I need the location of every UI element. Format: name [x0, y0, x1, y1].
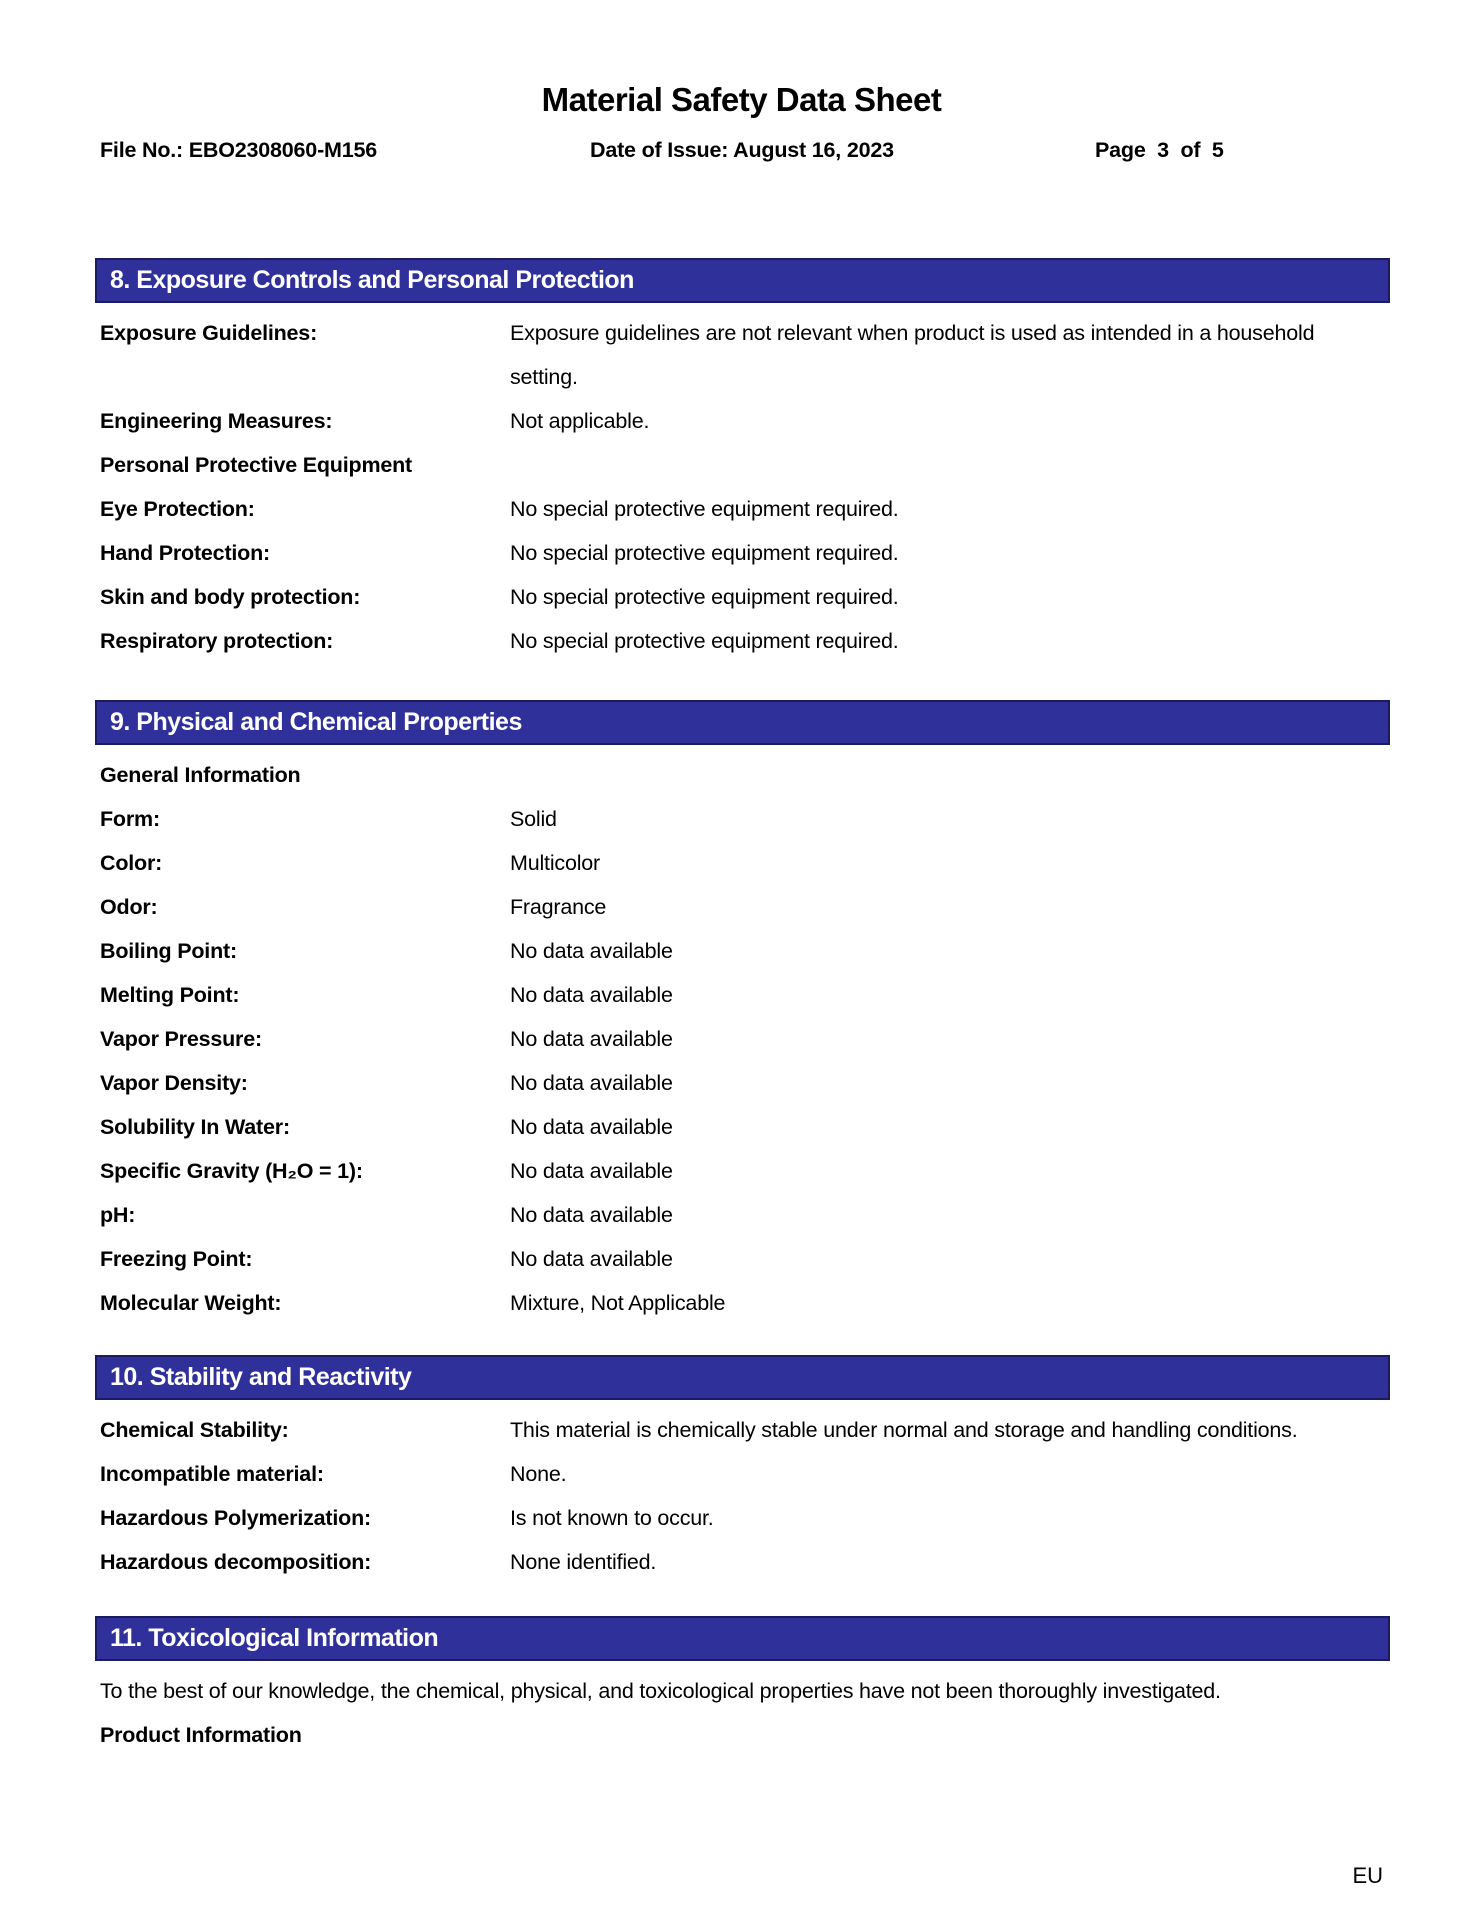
property-row — [95, 1061, 1390, 1105]
property-value: No data available — [510, 983, 673, 1007]
section-exposure-controls — [95, 258, 1390, 663]
section-10-heading-bar — [95, 1355, 1390, 1400]
property-row — [95, 929, 1390, 973]
property-value: No data available — [510, 1071, 673, 1095]
toxicology-statement: To the best of our knowledge, the chemical, physical, and toxicological properties have not been thoroughly investigated. — [100, 1679, 1221, 1703]
property-row — [95, 1452, 1390, 1496]
section-8-heading: 8. Exposure Controls and Personal Protection — [110, 266, 634, 294]
property-label: Boiling Point: — [100, 939, 237, 963]
section-physical-chemical-properties — [95, 700, 1390, 1325]
section-9-heading-bar — [95, 700, 1390, 745]
property-value: This material is chemically stable under normal and storage and handling conditions. — [510, 1418, 1298, 1442]
property-label: Odor: — [100, 895, 158, 919]
property-row — [95, 1281, 1390, 1325]
property-row — [95, 487, 1390, 531]
property-row — [95, 1149, 1390, 1193]
property-label: Molecular Weight: — [100, 1291, 282, 1315]
property-row — [95, 619, 1390, 663]
property-label: Skin and body protection: — [100, 585, 361, 609]
property-label: Melting Point: — [100, 983, 240, 1007]
property-label: Vapor Pressure: — [100, 1027, 262, 1051]
section-11-heading: 11. Toxicological Information — [110, 1624, 439, 1652]
property-row — [95, 1105, 1390, 1149]
property-label: Respiratory protection: — [100, 629, 334, 653]
property-value: Mixture, Not Applicable — [510, 1291, 726, 1315]
property-value: No special protective equipment required. — [510, 629, 899, 653]
section-11-heading-bar — [95, 1616, 1390, 1661]
property-value: Exposure guidelines are not relevant when product is used as intended in a household setting. — [510, 321, 1315, 389]
property-label: Vapor Density: — [100, 1071, 248, 1095]
property-value: Is not known to occur. — [510, 1506, 714, 1530]
property-row — [95, 1237, 1390, 1281]
section-8-heading-bar — [95, 258, 1390, 303]
property-label: Eye Protection: — [100, 497, 255, 521]
product-information-subheading: Product Information — [100, 1723, 302, 1747]
section-9-body — [95, 753, 1390, 1325]
section-toxicological-information — [95, 1616, 1390, 1757]
property-row — [95, 797, 1390, 841]
property-row — [95, 885, 1390, 929]
property-label: pH: — [100, 1203, 136, 1227]
property-value: Solid — [510, 807, 557, 831]
section-10-heading: 10. Stability and Reactivity — [110, 1363, 412, 1391]
property-label: Solubility In Water: — [100, 1115, 290, 1139]
property-value: No data available — [510, 1203, 673, 1227]
section-10-body — [95, 1408, 1390, 1584]
property-value: No data available — [510, 939, 673, 963]
section-8-body — [95, 311, 1390, 663]
property-label: Hazardous decomposition: — [100, 1550, 372, 1574]
page-indicator: Page 3 of 5 — [1095, 138, 1224, 162]
property-label: Color: — [100, 851, 163, 875]
property-row — [95, 973, 1390, 1017]
property-row — [95, 1193, 1390, 1237]
property-row — [95, 1408, 1390, 1452]
property-label: Hand Protection: — [100, 541, 270, 565]
property-value: Fragrance — [510, 895, 607, 919]
property-row — [95, 1540, 1390, 1584]
property-row — [95, 575, 1390, 619]
property-row — [95, 753, 1390, 797]
property-label: Personal Protective Equipment — [100, 453, 413, 477]
section-9-heading: 9. Physical and Chemical Properties — [110, 708, 522, 736]
property-label: General Information — [100, 763, 301, 787]
document-header-row — [100, 136, 1390, 164]
property-label: Engineering Measures: — [100, 409, 333, 433]
property-value: No data available — [510, 1115, 673, 1139]
property-value: None. — [510, 1462, 567, 1486]
property-value: No special protective equipment required. — [510, 541, 899, 565]
date-of-issue: Date of Issue: August 16, 2023 — [590, 138, 894, 162]
property-row — [95, 1017, 1390, 1061]
property-label: Specific Gravity (H₂O = 1): — [100, 1159, 363, 1183]
property-row — [95, 443, 1390, 487]
property-label: Form: — [100, 807, 160, 831]
property-value: No data available — [510, 1159, 673, 1183]
property-value: Multicolor — [510, 851, 600, 875]
property-label: Incompatible material: — [100, 1462, 324, 1486]
property-row — [95, 399, 1390, 443]
property-value: No data available — [510, 1027, 673, 1051]
file-number: File No.: EBO2308060-M156 — [100, 138, 378, 162]
property-value: No special protective equipment required. — [510, 497, 899, 521]
property-row — [95, 1496, 1390, 1540]
property-label: Hazardous Polymerization: — [100, 1506, 371, 1530]
property-value: No special protective equipment required. — [510, 585, 899, 609]
property-label: Chemical Stability: — [100, 1418, 289, 1442]
property-row — [95, 841, 1390, 885]
property-label: Exposure Guidelines: — [100, 321, 318, 345]
property-label: Freezing Point: — [100, 1247, 253, 1271]
property-row — [95, 311, 1390, 399]
property-value: Not applicable. — [510, 409, 650, 433]
section-stability-reactivity — [95, 1355, 1390, 1584]
property-value: None identified. — [510, 1550, 657, 1574]
property-value: No data available — [510, 1247, 673, 1271]
property-row — [95, 531, 1390, 575]
document-title: Material Safety Data Sheet — [541, 81, 942, 118]
region-code: EU — [1352, 1863, 1383, 1888]
